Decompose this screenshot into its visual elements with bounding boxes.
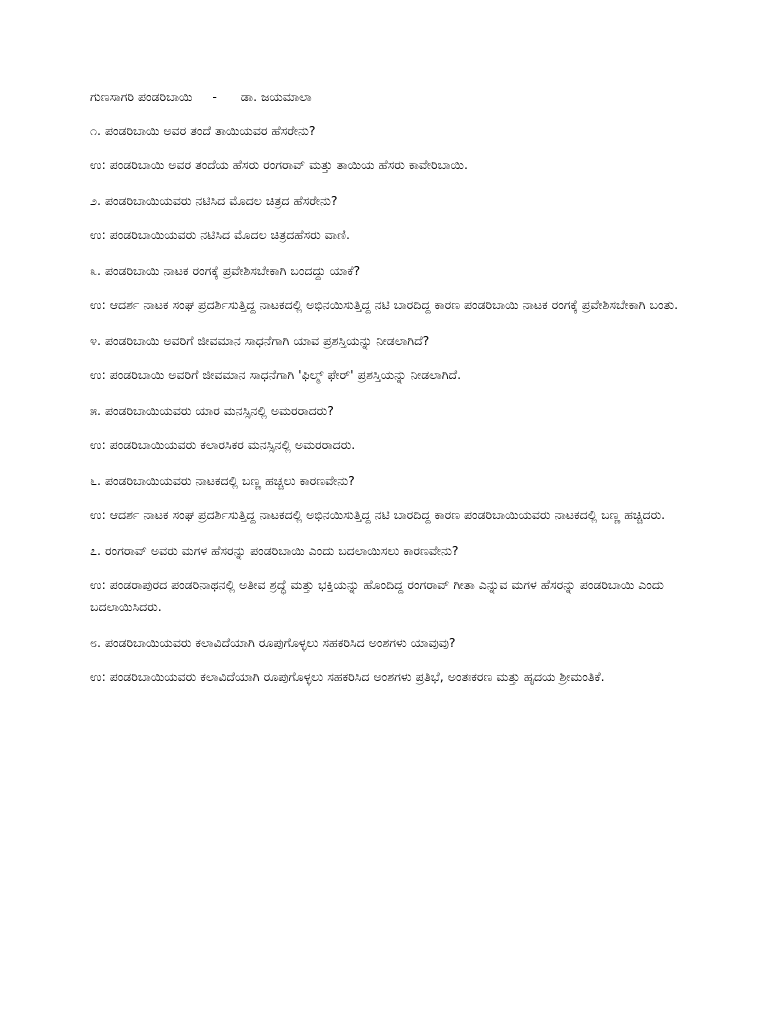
document-title: ಗುಣಸಾಗರಿ ಪಂಡರಿಬಾಯಿ - ಡಾ. ಜಯಮಾಲಾ	[90, 89, 312, 104]
question-5: ೫. ಪಂಡರಿಬಾಯಿಯವರು ಯಾರ ಮನಸ್ಸಿನಲ್ಲಿ ಅಮರರಾದರು?	[90, 403, 334, 418]
answer-3: ಉ: ಆದರ್ಶ ನಾಟಕ ಸಂಘ ಪ್ರದರ್ಶಿಸುತ್ತಿದ್ದ ನಾಟಕದಲ್ಲಿ ಅಭಿನಯಿಸುತ್ತಿದ್ದ ನಟಿ ಬಾರದಿದ್ದ ಕಾರಣ ಪಂಡರಿಬಾಯಿ ನಾಟಕ ರಂಗಕ್ಕೆ ಪ್ರವೇಶಿಸಬೇಕಾಗಿ ಬಂತು.	[90, 297, 679, 312]
answer-5: ಉ: ಪಂಡರಿಬಾಯಿಯವರು ಕಲಾರಸಿಕರ ಮನಸ್ಸಿನಲ್ಲಿ ಅಮರರಾದರು.	[90, 437, 356, 452]
question-8: ೮. ಪಂಡರಿಬಾಯಿಯವರು ಕಲಾವಿದೆಯಾಗಿ ರೂಪುಗೊಳ್ಳಲು ಸಹಕರಿಸಿದ ಅಂಶಗಳು ಯಾವುವು?	[90, 635, 456, 650]
qa-list	[90, 120, 690, 688]
answer-1: ಉ: ಪಂಡರಿಬಾಯಿ ಅವರ ತಂದೆಯ ಹೆಸರು ರಂಗರಾವ್ ಮತ್ತು ತಾಯಿಯ ಹೆಸರು ಕಾವೇರಿಬಾಯಿ.	[90, 157, 468, 172]
qa-item-5	[90, 400, 690, 456]
qa-item-8	[90, 632, 690, 688]
qa-item-2	[90, 190, 690, 246]
document-page	[90, 88, 690, 702]
qa-item-4	[90, 330, 690, 386]
answer-6: ಉ: ಆದರ್ಶ ನಾಟಕ ಸಂಘ ಪ್ರದರ್ಶಿಸುತ್ತಿದ್ದ ನಾಟಕದಲ್ಲಿ ಅಭಿನಯಿಸುತ್ತಿದ್ದ ನಟಿ ಬಾರದಿದ್ದ ಕಾರಣ ಪಂಡರಿಬಾಯಿಯವರು ನಾಟಕದಲ್ಲಿ ಬಣ್ಣ ಹಚ್ಚಿದರು.	[90, 507, 666, 522]
qa-item-3	[90, 260, 690, 316]
qa-item-7	[90, 540, 690, 618]
qa-item-1	[90, 120, 690, 176]
question-2: ೨. ಪಂಡರಿಬಾಯಿಯವರು ನಟಿಸಿದ ಮೊದಲ ಚಿತ್ರದ ಹೆಸರೇನು?	[90, 193, 338, 208]
question-6: ೬. ಪಂಡರಿಬಾಯಿಯವರು ನಾಟಕದಲ್ಲಿ ಬಣ್ಣ ಹಚ್ಚಲು ಕಾರಣವೇನು?	[90, 473, 355, 488]
qa-item-6	[90, 470, 690, 526]
question-3: ೩. ಪಂಡರಿಬಾಯಿ ನಾಟಕ ರಂಗಕ್ಕೆ ಪ್ರವೇಶಿಸಬೇಕಾಗಿ ಬಂದದ್ದು ಯಾಕೆ?	[90, 263, 361, 278]
answer-4: ಉ: ಪಂಡರಿಬಾಯಿ ಅವರಿಗೆ ಜೀವಮಾನ ಸಾಧನೆಗಾಗಿ 'ಫಿಲ್ಮ್ ಫೇರ್' ಪ್ರಶಸ್ತಿಯನ್ನು ನೀಡಲಾಗಿದೆ.	[90, 367, 462, 382]
question-4: ೪. ಪಂಡರಿಬಾಯಿ ಅವರಿಗೆ ಜೀವಮಾನ ಸಾಧನೆಗಾಗಿ ಯಾವ ಪ್ರಶಸ್ತಿಯನ್ನು ನೀಡಲಾಗಿದೆ?	[90, 333, 430, 348]
answer-8: ಉ: ಪಂಡರಿಬಾಯಿಯವರು ಕಲಾವಿದೆಯಾಗಿ ರೂಪುಗೊಳ್ಳಲು ಸಹಕರಿಸಿದ ಅಂಶಗಳು ಪ್ರತಿಭೆ, ಅಂತಃಕರಣ ಮತ್ತು ಹೃದಯ ಶ್ರೀಮಂತಿಕೆ.	[90, 669, 605, 684]
question-7: ೭. ರಂಗರಾವ್ ಅವರು ಮಗಳ ಹೆಸರನ್ನು ಪಂಡರಿಬಾಯಿ ಎಂದು ಬದಲಾಯಿಸಲು ಕಾರಣವೇನು?	[90, 543, 459, 558]
answer-7: ಉ: ಪಂಡರಾಪುರದ ಪಂಡರಿನಾಥನಲ್ಲಿ ಅತೀವ ಶ್ರದ್ಧೆ ಮತ್ತು ಭಕ್ತಿಯನ್ನು ಹೊಂದಿದ್ದ ರಂಗರಾವ್ ಗೀತಾ ಎನ್ನುವ ಮಗಳ ಹೆಸರನ್ನು ಪಂಡರಿಬಾಯಿ ಎಂದು ಬದಲಾಯಿಸಿದರು.	[90, 577, 664, 614]
question-1: ೧. ಪಂಡರಿಬಾಯಿ ಅವರ ತಂದೆ ತಾಯಿಯವರ ಹೆಸರೇನು?	[90, 123, 316, 138]
answer-2: ಉ: ಪಂಡರಿಬಾಯಿಯವರು ನಟಿಸಿದ ಮೊದಲ ಚಿತ್ರದಹೆಸರು ವಾಣಿ.	[90, 227, 350, 242]
